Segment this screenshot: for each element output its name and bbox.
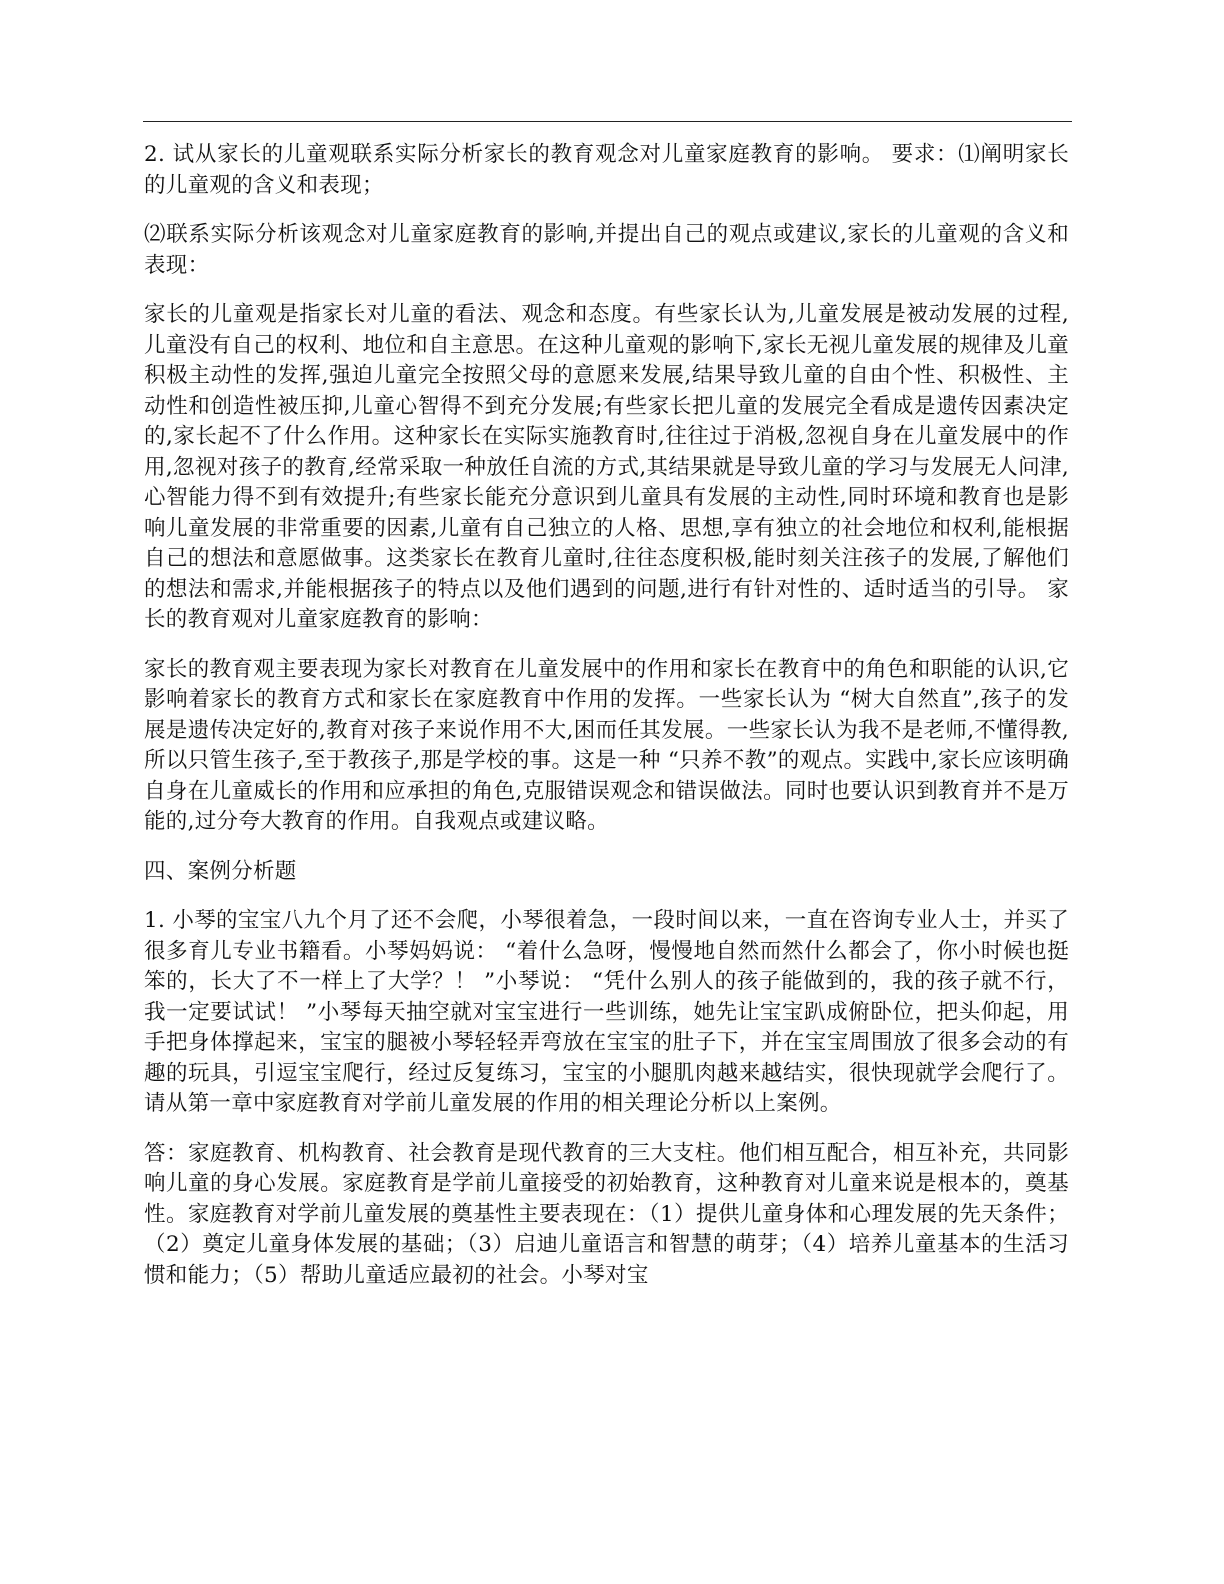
- header-rule: [143, 121, 1072, 122]
- case-1-paragraph: 1. 小琴的宝宝八九个月了还不会爬，小琴很着急，一段时间以来，一直在咨询专业人士，并买了很多育儿专业书籍看。小琴妈妈说： “着什么急呀，慢慢地自然而然什么都会了，你小时候也挺笨的，长大了不一样上了大学？！ ”小琴说： “凭什么别人的孩子能做到的，我的孩子就不行，我一定要试试！ ”小琴每天抽空就对宝宝进行一些训练，她先让宝宝趴成俯卧位，把头仰起，用手把身体撑起来，宝宝的腿被小琴轻轻弄弯放在宝宝的肚子下，并在宝宝周围放了很多会动的有趣的玩具，引逗宝宝爬行，经过反复练习，宝宝的小腿肌肉越来越结实，很快现就学会爬行了。请从第一章中家庭教育对学前儿童发展的作用的相关理论分析以上案例。: [144, 908, 1069, 1116]
- question-2-prompt: 2. 试从家长的儿童观联系实际分析家长的教育观念对儿童家庭教育的影响。 要求：⑴阐明家长的儿童观的含义和表现；: [144, 142, 1069, 198]
- educationview-paragraph: 家长的教育观主要表现为家长对教育在儿童发展中的作用和家长在教育中的角色和职能的认识,它影响着家长的教育方式和家长在家庭教育中作用的发挥。一些家长认为 “树大自然直”,孩子的发展是遗传决定好的,教育对孩子来说作用不大,困而任其发展。一些家长认为我不是老师,不懂得教,所以只管生孩子,至于教孩子,那是学校的事。这是一种 “只养不教”的观点。实践中,家长应该明确自身在儿童威长的作用和应承担的角色,克服错误观念和错误做法。同时也要认识到教育并不是万能的,过分夸大教育的作用。自我观点或建议略。: [144, 656, 1069, 834]
- document-body: [144, 140, 1069, 1291]
- childview-paragraph: 家长的儿童观是指家长对儿童的看法、观念和态度。有些家长认为,儿童发展是被动发展的过程,儿童没有自己的权利、地位和自主意思。在这种儿童观的影响下,家长无视儿童发展的规律及儿童积极主动性的发挥,强迫儿童完全按照父母的意愿来发展,结果导致儿童的自由个性、积极性、主动性和创造性被压抑,儿童心智得不到充分发展;有些家长把儿童的发展完全看成是遗传因素决定的,家长起不了什么作用。这种家长在实际实施教育时,往往过于消极,忽视自身在儿童发展中的作用,忽视对孩子的教育,经常采取一种放任自流的方式,其结果就是导致儿童的学习与发展无人问津,心智能力得不到有效提升;有些家长能充分意识到儿童具有发展的主动性,同时环境和教育也是影响儿童发展的非常重要的因素,儿童有自己独立的人格、思想,享有独立的社会地位和权利,能根据自己的想法和意愿做事。这类家长在教育儿童时,往往态度积极,能时刻关注孩子的发展,了解他们的想法和需求,并能根据孩子的特点以及他们遇到的问题,进行有针对性的、适时适当的引导。 家长的教育观对儿童家庭教育的影响：: [144, 302, 1069, 632]
- question-2-requirement: ⑵联系实际分析该观念对儿童家庭教育的影响,并提出自己的观点或建议,家长的儿童观的含义和表现：: [144, 222, 1069, 278]
- answer-paragraph: 答：家庭教育、机构教育、社会教育是现代教育的三大支柱。他们相互配合，相互补充，共同影响儿童的身心发展。家庭教育是学前儿童接受的初始教育，这种教育对儿童来说是根本的，奠基性。家庭教育对学前儿童发展的奠基性主要表现在：（1）提供儿童身体和心理发展的先天条件；（2）奠定儿童身体发展的基础；（3）启迪儿童语言和智慧的萌芽；（4）培养儿童基本的生活习惯和能力；（5）帮助儿童适应最初的社会。小琴对宝: [144, 1140, 1069, 1288]
- section-heading-case-analysis: 四、案例分析题: [144, 858, 297, 884]
